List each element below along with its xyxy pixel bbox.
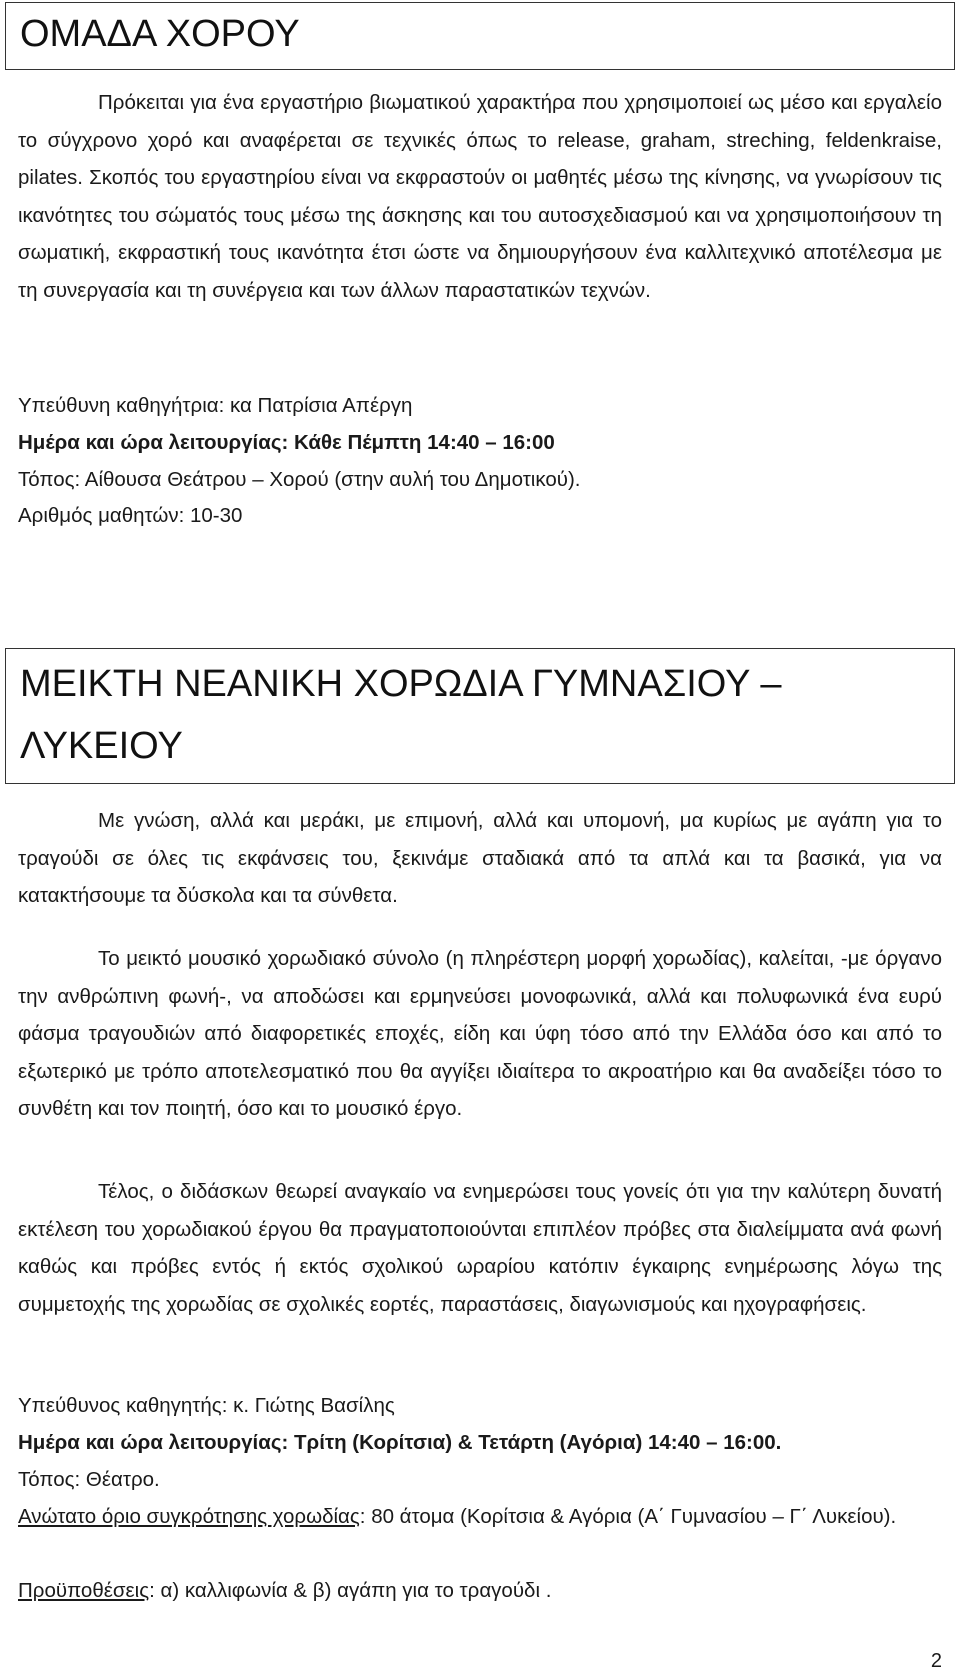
- dance-section-title: ΟΜΑΔΑ ΧΟΡΟΥ: [20, 13, 300, 55]
- choir-prerequisites-label: Προϋποθέσεις: [18, 1579, 150, 1602]
- choir-location: Τόπος: Θέατρο.: [18, 1468, 160, 1491]
- choir-paragraph-3: Τέλος, ο διδάσκων θεωρεί αναγκαίο να ενημερώσει τους γονείς ότι για την καλύτερη δυνατή εκτέλεση του χορωδιακού έργου θα πραγματοποιούνται επιπλέον πρόβες στα διαλείμματα ανά φωνή καθώς και πρόβες εντός ή εκτός σχολικού ωραρίου κατόπιν έγκαιρης ενημέρωσης λόγω της συμμετοχής της χορωδίας σε σχολικές εορτές, παραστάσεις, διαγωνισμούς και ηχογραφήσεις.: [18, 1180, 942, 1316]
- choir-teacher: Υπεύθυνος καθηγητής: κ. Γιώτης Βασίλης: [18, 1394, 395, 1417]
- dance-teacher: Υπεύθυνη καθηγήτρια: κα Πατρίσια Απέργη: [18, 394, 413, 417]
- dance-schedule: Ημέρα και ώρα λειτουργίας: Κάθε Πέμπτη 14:40 – 16:00: [18, 431, 555, 454]
- choir-section-heading-box: [5, 648, 955, 784]
- choir-prerequisites: [18, 1572, 942, 1610]
- page-number: 2: [930, 1650, 942, 1672]
- choir-prerequisites-value: : α) καλλιφωνία & β) αγάπη για το τραγούδι .: [149, 1579, 552, 1602]
- choir-section-title: [6, 649, 954, 777]
- choir-title-line2: ΛΥΚΕΙΟΥ: [20, 725, 183, 767]
- choir-capacity-value: : 80 άτομα (Κορίτσια & Αγόρια (Α΄ Γυμνασίου – Γ΄ Λυκείου).: [359, 1505, 897, 1528]
- dance-location: Τόπος: Αίθουσα Θεάτρου – Χορού (στην αυλή του Δημοτικού).: [18, 468, 581, 491]
- dance-description: Πρόκειται για ένα εργαστήριο βιωματικού χαρακτήρα που χρησιμοποιεί ως μέσο και εργαλείο το σύγχρονο χορό και αναφέρεται σε τεχνικές όπως το release, graham, streching, feldenkraise, pilates. Σκοπός του εργαστηρίου είναι να εκφραστούν οι μαθητές μέσω της κίνησης, να γνωρίσουν τις ικανότητες του σώματός τους μέσω της άσκησης και του αυτοσχεδιασμού και να χρησιμοποιήσουν τη σωματική, εκφραστική τους ικανότητα έτσι ώστε να δημιουργήσουν ένα καλλιτεχνικό αποτέλεσμα με τη συνεργασία και τη συνέργεια και των άλλων παραστατικών τεχνών.: [18, 91, 942, 302]
- dance-section-heading-box: [5, 2, 955, 70]
- choir-paragraph-2: Το μεικτό μουσικό χορωδιακό σύνολο (η πληρέστερη μορφή χορωδίας), καλείται, -με όργανο την ανθρώπινη φωνή-, να αποδώσει και ερμηνεύσει μονοφωνικά, αλλά και πολυφωνικά ένα ευρύ φάσμα τραγουδιών από διαφορετικές εποχές, είδη και ύφη τόσο από την Ελλάδα όσο και από το εξωτερικό με τρόπο αποτελεσματικό που θα αγγίξει ιδιαίτερα το ακροατήριο και θα αναδείξει τόσο το συνθέτη και τον ποιητή, όσο και το μουσικό έργο.: [18, 947, 942, 1120]
- choir-schedule: Ημέρα και ώρα λειτουργίας: Τρίτη (Κορίτσια) & Τετάρτη (Αγόρια) 14:40 – 16:00.: [18, 1431, 782, 1454]
- dance-student-count: Αριθμός μαθητών: 10-30: [18, 504, 243, 527]
- choir-title-line1: ΜΕΙΚΤΗ ΝΕΑΝΙΚΗ ΧΟΡΩΔΙΑ ΓΥΜΝΑΣΙΟΥ –: [20, 663, 782, 705]
- choir-paragraph-1: Με γνώση, αλλά και μεράκι, με επιμονή, αλλά και υπομονή, μα κυρίως με αγάπη για το τραγούδι σε όλες τις εκφάνσεις του, ξεκινάμε σταδιακά από τα απλά και τα βασικά, για να κατακτήσουμε τα δύσκολα και τα σύνθετα.: [18, 809, 942, 907]
- choir-capacity-label: Ανώτατο όριο συγκρότησης χορωδίας: [18, 1505, 360, 1528]
- choir-capacity: [18, 1498, 942, 1536]
